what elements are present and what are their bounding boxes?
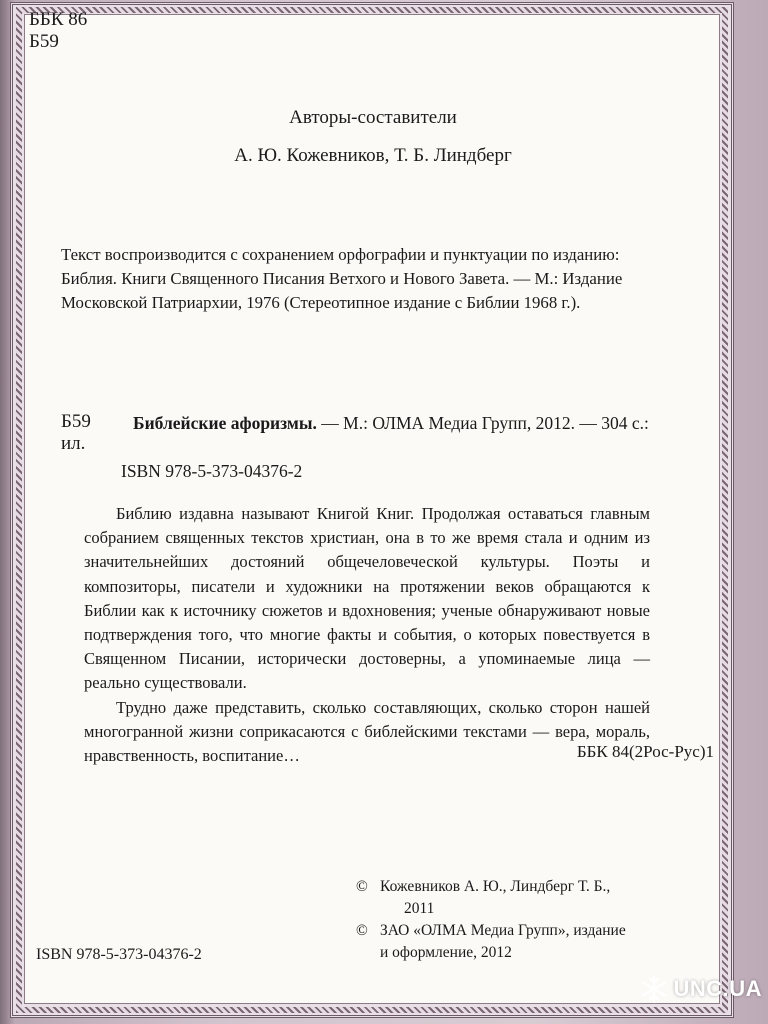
authors-names: А. Ю. Кожевников, Т. Б. Линдберг	[234, 145, 512, 166]
copyright-block	[356, 876, 656, 964]
copyright-line-2: ЗАО «ОЛМА Медиа Групп», издание	[380, 922, 626, 939]
abstract-paragraph-2: Трудно даже представить, сколько составляющих, сколько сторон нашей многогранной жизни соприкасаются с библейскими текстами — вера, мораль, нравственность, воспитание…	[84, 697, 650, 766]
copyright-line-2-cont: и оформление, 2012	[380, 944, 512, 961]
watermark-text: UNC.UA	[673, 976, 762, 1001]
watermark	[639, 974, 762, 1004]
footer-isbn: ISBN 978-5-373-04376-2	[36, 946, 202, 963]
snowflake-icon	[639, 974, 669, 1004]
copyright-year: 2011	[404, 900, 435, 917]
index-code: Б59	[29, 31, 59, 52]
bbk-code: ББК 86	[29, 9, 88, 30]
source-note-line-2: Библия. Книги Священного Писания Ветхого и Нового Завета. — М.: Издание	[61, 269, 623, 288]
source-note-line-3: Московской Патриархии, 1976 (Стереотипное издание с Библии 1968 г.).	[61, 293, 581, 312]
abstract-paragraph-1: Библию издавна называют Книгой Книг. Продолжая оставаться главным собранием священных текстов христиан, она в то же время стала и одним из значительнейших достояний общечеловеческой культуры. Поэты и композиторы, писатели и художники на протяжении веков обращаются к Библии как к источнику сюжетов и вдохновения; ученые обнаруживают новые подтверждения того, что многие факты и события, о которых повествуется в Священном Писании, исторически достоверны, а упоминаемые лица — реально существовали.	[84, 504, 650, 693]
abstract-bbk: ББК 84(2Рос-Рус)1	[576, 742, 714, 761]
catalog-index: Б59	[61, 411, 91, 432]
catalog-entry	[133, 413, 649, 434]
catalog-ill-label: ил.	[61, 433, 86, 454]
abstract	[84, 502, 650, 768]
book-imprint: — М.: ОЛМА Медиа Групп, 2012. — 304 с.:	[316, 413, 649, 433]
copyright-symbol: ©	[356, 878, 368, 895]
book-title: Библейские афоризмы.	[133, 413, 317, 433]
authors-heading: Авторы-составители	[289, 107, 457, 128]
catalog-isbn: ISBN 978-5-373-04376-2	[121, 461, 303, 481]
source-note-line-1: Текст воспроизводится с сохранением орфографии и пунктуации по изданию:	[61, 245, 620, 264]
copyright-symbol: ©	[356, 922, 368, 939]
copyright-line-1: Кожевников А. Ю., Линдберг Т. Б.,	[380, 878, 611, 895]
